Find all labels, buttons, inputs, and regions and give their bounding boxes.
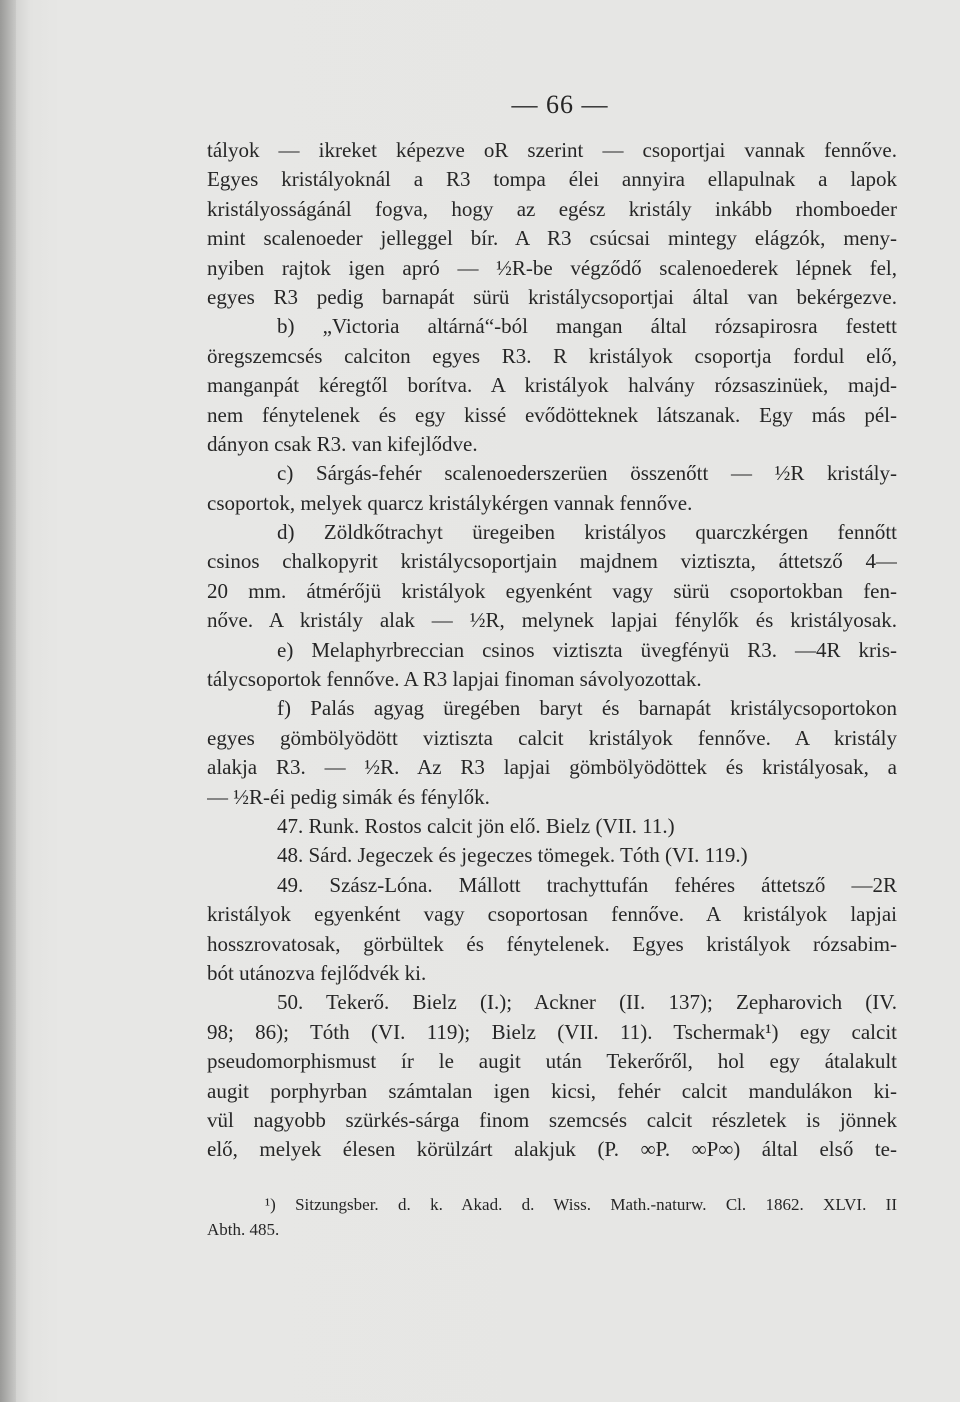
text-line: d) Zöldkőtrachyt üregeiben kristályos quarczkérgen fennőtt xyxy=(277,520,897,545)
text-line: 48. Sárd. Jegeczek és jegeczes tömegek. Tóth (VI. 119.) xyxy=(277,843,748,868)
text-line: tályok — ikreket képezve oR szerint — csoportjai vannak fennőve. xyxy=(207,138,897,162)
text-line: dányon csak R3. van kifejlődve. xyxy=(207,431,478,456)
footnotes xyxy=(207,1192,897,1242)
footnote-line: ¹) Sitzungsber. d. k. Akad. d. Wiss. Math.-naturw. Cl. 1862. XLVI. II xyxy=(265,1195,897,1214)
text-line: alakja R3. — ½R. Az R3 lapjai gömbölyödöttek és kristályosak, a xyxy=(207,755,897,780)
text-line: bót utánozva fejlődvék ki. xyxy=(207,960,427,985)
text-line: 49. Szász-Lóna. Mállott trachyttufán fehéres áttetsző —2R xyxy=(277,872,897,897)
text-line: e) Melaphyrbreccian csinos viztiszta üvegfényü R3. —4R kris- xyxy=(277,637,897,662)
text-line: kristályosságánál fogva, hogy az egész kristály inkább rhomboeder xyxy=(207,196,897,221)
text-line: nem fénytelenek és egy kissé evődötteknek látszanak. Egy más pél- xyxy=(207,402,897,427)
page-number: — 66 — xyxy=(511,90,609,119)
text-line: augit porphyrban számtalan igen kicsi, fehér calcit mandulákon ki- xyxy=(207,1078,897,1103)
text-line: pseudomorphismust ír le augit után Tekerőről, hol egy átalakult xyxy=(207,1049,897,1074)
text-line: manganpát kéregtől borítva. A kristályok halvány rózsaszinüek, majd- xyxy=(207,373,897,398)
text-line: egyes R3 pedig barnapát sürü kristálycsoportjai által van bekérgezve. xyxy=(207,284,897,309)
text-line: kristályok egyenként vagy csoportosan fennőve. A kristályok lapjai xyxy=(207,902,897,927)
text-line: mint scalenoeder jelleggel bír. A R3 csúcsai mintegy elágzók, meny- xyxy=(207,226,897,251)
text-line: 47. Runk. Rostos calcit jön elő. Bielz (VII. 11.) xyxy=(277,813,675,838)
text-line: Egyes kristályoknál a R3 tompa élei annyira ellapulnak a lapok xyxy=(207,167,897,192)
text-line: b) „Victoria altárná“-ból mangan által rózsapirosra festett xyxy=(277,314,897,339)
text-line: c) Sárgás-fehér scalenoederszerüen összenőtt — ½R kristály- xyxy=(277,461,897,486)
text-line: egyes gömbölyödött viztiszta calcit kristályok fennőve. A kristály xyxy=(207,725,897,750)
text-line: f) Palás agyag üregében baryt és barnapát kristálycsoportokon xyxy=(277,696,897,721)
text-line: nyiben rajtok igen apró — ½R-be végződő scalenoederek lépnek fel, xyxy=(207,255,897,280)
text-line: 20 mm. átmérőjü kristályok egyenként vagy sürü csoportokban fen- xyxy=(207,578,897,603)
text-line: hosszrovatosak, görbültek és fénytelenek. Egyes kristályok rózsabim- xyxy=(207,931,897,956)
text-line: csoportok, melyek quarcz kristálykérgen vannak fennőve. xyxy=(207,490,693,515)
text-line: csinos chalkopyrit kristálycsoportjain majdnem viztiszta, áttetsző 4— xyxy=(207,549,897,574)
text-line: tálycsoportok fennőve. A R3 lapjai finoman sávolyozottak. xyxy=(207,667,702,692)
text-line: nőve. A kristály alak — ½R, melynek lapjai fénylők és kristályosak. xyxy=(207,608,897,633)
text-line: 98; 86); Tóth (VI. 119); Bielz (VII. 11). Tschermak¹) egy calcit xyxy=(207,1019,897,1044)
footnote-line: Abth. 485. xyxy=(207,1220,280,1239)
text-line: — ½R-éi pedig simák és fénylők. xyxy=(207,784,490,809)
text-line: öregszemcsés calciton egyes R3. R kristályok csoportja fordul elő, xyxy=(207,343,897,368)
page-binding-edge xyxy=(0,0,16,1402)
text-line: elő, melyek élesen körülzárt alakjuk (P. ∞P. ∞P∞) által első te- xyxy=(207,1137,897,1162)
text-line: 50. Tekerő. Bielz (I.); Ackner (II. 137); Zepharovich (IV. xyxy=(277,990,897,1015)
body-text xyxy=(207,136,897,1165)
text-line: vül nagyobb szürkés-sárga finom szemcsés calcit részletek is jönnek xyxy=(207,1107,897,1132)
